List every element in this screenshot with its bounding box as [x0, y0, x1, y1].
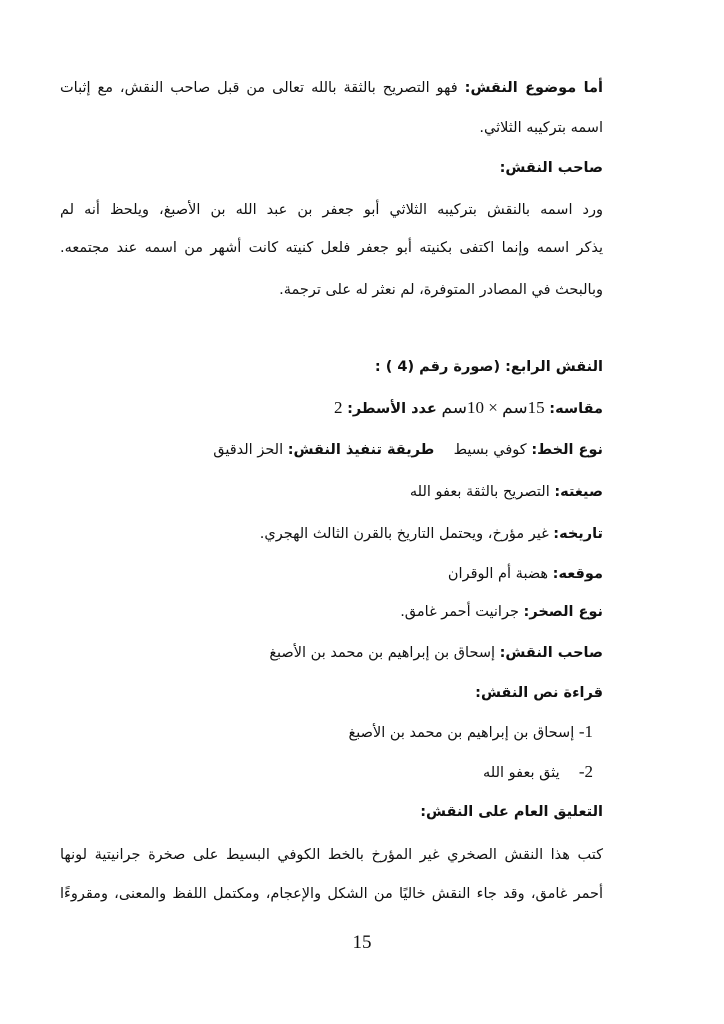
inscription-owner-label: صاحب النقش:: [499, 645, 603, 661]
owner-para-line-3: وبالبحث في المصادر المتوفرة، لم نعثر له على ترجمة.: [279, 282, 603, 298]
topic-label: أما موضوع النقش:: [464, 80, 603, 96]
reading-line-number: 1-: [578, 722, 593, 741]
script-line: [60, 440, 603, 460]
size-label: مقاسه:: [549, 401, 603, 417]
date-line: [60, 524, 603, 544]
location-label: موقعه:: [552, 566, 603, 582]
topic-text-b: اسمه بتركيبه الثلاثي.: [479, 120, 603, 136]
script-label: نوع الخط:: [531, 442, 603, 458]
method-value: الحز الدقيق: [213, 442, 284, 458]
formula-value: التصريح بالثقة بعفو الله: [409, 484, 550, 500]
formula-line: [60, 482, 603, 502]
topic-line-2: [60, 118, 603, 138]
owner-heading: صاحب النقش:: [499, 160, 603, 176]
reading-line-text: يثق بعفو الله: [483, 765, 560, 781]
size-value: 15سم × 10سم: [441, 398, 545, 417]
reading-line-text: إسحاق بن إبراهيم بن محمد بن الأصبغ: [348, 725, 575, 741]
rock-value: جرانيت أحمر غامق.: [400, 604, 519, 620]
comment-line-1: كتب هذا النقش الصخري غير المؤرخ بالخط الكوفي البسيط على صخرة جرانيتية لونها: [60, 847, 603, 863]
location-value: هضبة أم الوقران: [447, 566, 549, 582]
lines-label: عدد الأسطر:: [347, 401, 437, 417]
comment-line-2: أحمر غامق، وقد جاء النقش خاليًا من الشكل والإعجام، ومكتمل اللفظ والمعنى، ومقروءًا: [60, 886, 603, 902]
date-value: غير مؤرخ، ويحتمل التاريخ بالقرن الثالث الهجري.: [259, 526, 549, 542]
method-label: طريقة تنفيذ النقش:: [287, 442, 435, 458]
lines-value: 2: [333, 398, 343, 417]
script-value: كوفي بسيط: [453, 442, 527, 458]
size-line: [60, 398, 603, 419]
reading-line-1: [60, 722, 593, 743]
comment-heading: التعليق العام على النقش:: [420, 804, 603, 820]
reading-line-2: [60, 762, 593, 783]
page-number: 15: [352, 932, 372, 953]
inscription-title: النقش الرابع: (صورة رقم (4 ) :: [374, 359, 603, 375]
location-line: [60, 564, 603, 584]
inscription-owner-line: [60, 643, 603, 663]
topic-line-1: [60, 78, 603, 98]
formula-label: صيغته:: [554, 484, 603, 500]
owner-para-line-1: ورد اسمه بالنقش بتركيبه الثلاثي أبو جعفر بن عبد الله بن الأصبغ، ويلحظ أنه لم: [60, 202, 603, 218]
reading-line-number: 2-: [578, 762, 593, 781]
date-label: تاريخه:: [553, 526, 603, 542]
topic-text-a: فهو التصريح بالثقة بالله تعالى من قبل صاحب النقش، مع إثبات: [60, 80, 458, 96]
reading-heading: قراءة نص النقش:: [475, 685, 603, 701]
inscription-owner-value: إسحاق بن إبراهيم بن محمد بن الأصبغ: [269, 645, 496, 661]
rock-line: [60, 602, 603, 622]
owner-para-line-2: يذكر اسمه وإنما اكتفى بكنيته أبو جعفر فلعل كنيته كانت أشهر من اسمه عند مجتمعه.: [60, 240, 603, 256]
rock-label: نوع الصخر:: [523, 604, 603, 620]
